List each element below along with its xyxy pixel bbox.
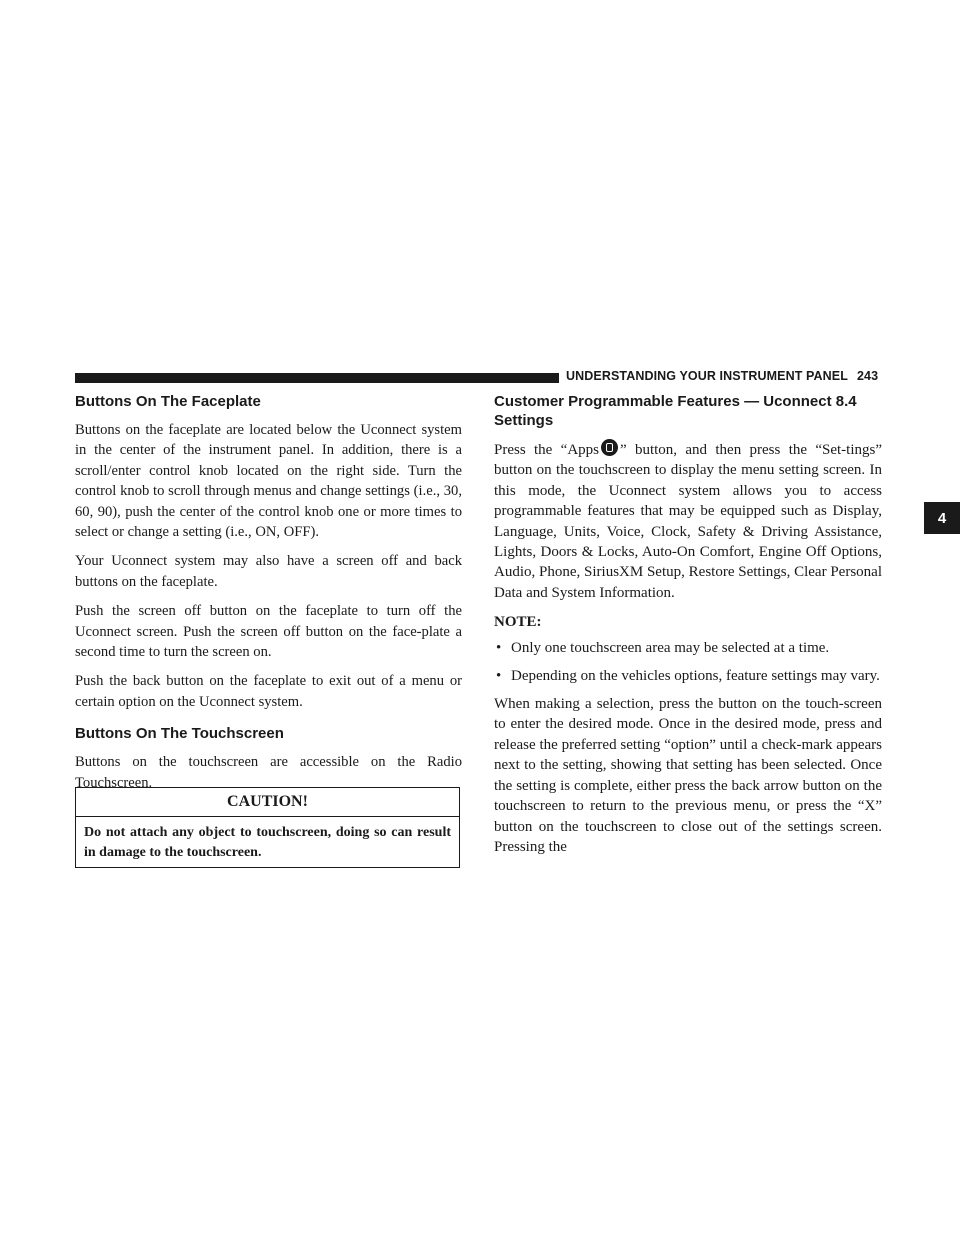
apps-icon: [601, 439, 618, 456]
note-label: NOTE:: [494, 614, 542, 631]
caution-box: [75, 787, 460, 868]
left-column: [75, 392, 462, 802]
paragraph: Your Uconnect system may also have a screen off and back buttons on the faceplate.: [75, 553, 462, 590]
heading-faceplate: Buttons On The Faceplate: [75, 393, 261, 410]
list-item: • Depending on the vehicles options, feature settings may vary.: [494, 666, 882, 686]
heading-programmable-features: Customer Programmable Features — Uconnect 8.4 Settings: [494, 393, 857, 429]
caution-title: CAUTION!: [76, 788, 459, 817]
note-list: [494, 638, 882, 686]
paragraph-rest: ” button, and then press the “Set-tings” button on the touchscreen to display the menu setting screen. In this mode, the Uconnect system allows you to access programmable features that may be equipped such as Display, Language, Units, Voice, Clock, Safety & Driving Assistance, Lights, Doors & Locks, Auto-On Comfort, Engine Off Options, Audio, Phone, SiriusXM Setup, Restore Settings, Clear Personal Data and System Information.: [494, 442, 882, 601]
paragraph: Push the back button on the faceplate to exit out of a menu or certain option on the Uconnect system.: [75, 673, 462, 710]
paragraph: [494, 439, 882, 603]
paragraph: Push the screen off button on the faceplate to turn off the Uconnect screen. Push the screen off button on the face-plate a second time to turn the screen on.: [75, 603, 462, 661]
running-header: [566, 369, 886, 383]
paragraph-start: Press the “Apps: [494, 442, 599, 458]
section-title: UNDERSTANDING YOUR INSTRUMENT PANEL: [566, 369, 848, 383]
chapter-tab: 4: [924, 502, 960, 534]
list-item: • Only one touchscreen area may be selected at a time.: [494, 638, 882, 658]
heading-touchscreen: Buttons On The Touchscreen: [75, 725, 284, 743]
paragraph: Buttons on the touchscreen are accessible on the Radio Touchscreen.: [75, 754, 462, 791]
caution-body: Do not attach any object to touchscreen, doing so can result in damage to the touchscreen.: [84, 825, 451, 860]
header-rule: [75, 373, 559, 383]
paragraph: Buttons on the faceplate are located below the Uconnect system in the center of the instrument panel. In addition, there is a scroll/enter control knob located on the right side. Turn the control knob to scroll through menus and change settings (i.e., 30, 60, 90), push the center of the control knob one or more times to select or change a setting (i.e., ON, OFF).: [75, 422, 462, 541]
paragraph: When making a selection, press the button on the touch-screen to enter the desired mode. Once in the desired mode, press and release the preferred setting “option” until a check-mark appears next to the setting, showing that setting has been selected. Once the setting is complete, either press the back arrow button on the touchscreen to return to the previous menu, or press the “X” button on the touchscreen to close out of the settings screen. Pressing the: [494, 696, 882, 855]
page-number: 243: [856, 369, 879, 383]
right-column: [494, 392, 882, 866]
